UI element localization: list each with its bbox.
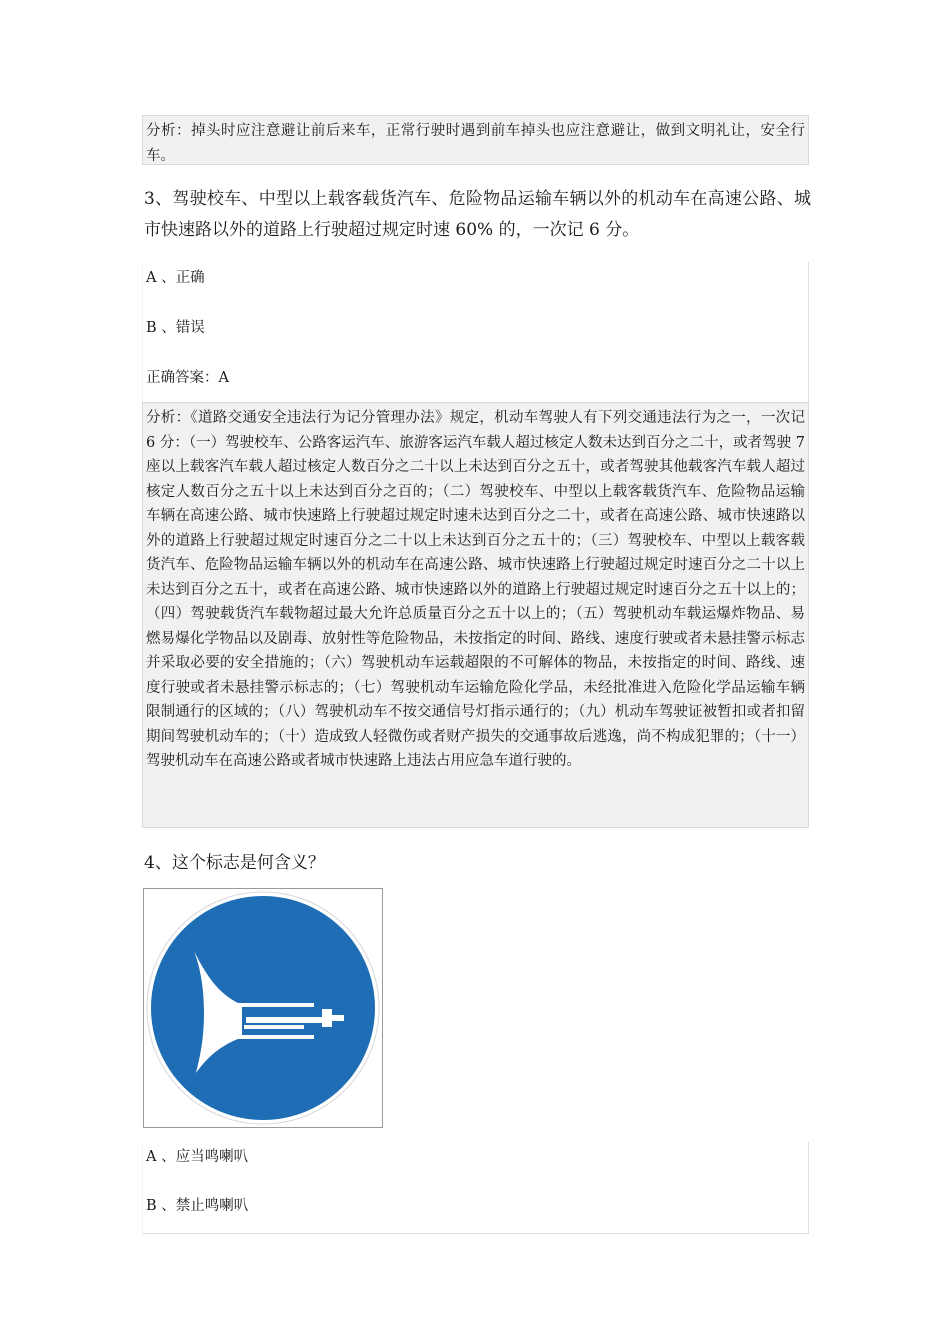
q2-analysis: 分析：掉头时应注意避让前后来车，正常行驶时遇到前车掉头也应注意避让，做到文明礼让，安全行车。: [142, 115, 809, 165]
q3-option-b[interactable]: B 、错误: [146, 320, 205, 336]
q4-option-a[interactable]: A 、应当鸣喇叭: [146, 1149, 249, 1165]
horn-sign-icon: [144, 889, 382, 1127]
q4-options: [142, 1142, 809, 1234]
q3-options: [142, 262, 809, 402]
q4-question: 4、这个标志是何含义？: [144, 853, 325, 873]
q4-option-b[interactable]: B 、禁止鸣喇叭: [146, 1198, 249, 1214]
q3-option-a[interactable]: A 、正确: [146, 270, 205, 286]
q3-question: 3、驾驶校车、中型以上载客载货汽车、危险物品运输车辆以外的机动车在高速公路、城市快速路以外的道路上行驶超过规定时速 60% 的，一次记 6 分。: [144, 189, 811, 240]
q3-analysis: 分析：《道路交通安全违法行为记分管理办法》规定，机动车驾驶人有下列交通违法行为之一，一次记 6 分：（一）驾驶校车、公路客运汽车、旅游客运汽车载人超过核定人数未达到百分之二十，或者驾驶 7 座以上载客汽车载人超过核定人数百分之二十以上未达到百分之五十，或者驾驶其他载客汽车载人超过核定人数百分之五十以上未达到百分之百的；（二）驾驶校车、中型以上载客载货汽车、危险物品运输车辆在高速公路、城市快速路上行驶超过规定时速未达到百分之二十，或者在高速公路、城市快速路以外的道路上行驶超过规定时速百分之二十以上未达到百分之五十的；（三）驾驶校车、中型以上载客载货汽车、危险物品运输车辆以外的机动车在高速公路、城市快速路上行驶超过规定时速百分之二十以上未达到百分之五十，或者在高速公路、城市快速路以外的道路上行驶超过规定时速百分之五十以上的；（四）驾驶载货汽车载物超过最大允许总质量百分之五十以上的；（五）驾驶机动车载运爆炸物品、易燃易爆化学物品以及剧毒、放射性等危险物品，未按指定的时间、路线、速度行驶或者未悬挂警示标志并采取必要的安全措施的；（六）驾驶机动车运载超限的不可解体的物品，未按指定的时间、路线、速度行驶或者未悬挂警示标志的；（七）驾驶机动车运输危险化学品，未经批准进入危险化学品运输车辆限制通行的区域的；（八）驾驶机动车不按交通信号灯指示通行的；（九）机动车驾驶证被暂扣或者扣留期间驾驶机动车的；（十）造成致人轻微伤或者财产损失的交通事故后逃逸，尚不构成犯罪的；（十一）驾驶机动车在高速公路或者城市快速路上违法占用应急车道行驶的。: [142, 402, 809, 828]
q3-correct-answer: 正确答案：A: [146, 370, 229, 386]
q4-sign-image: [143, 888, 383, 1128]
